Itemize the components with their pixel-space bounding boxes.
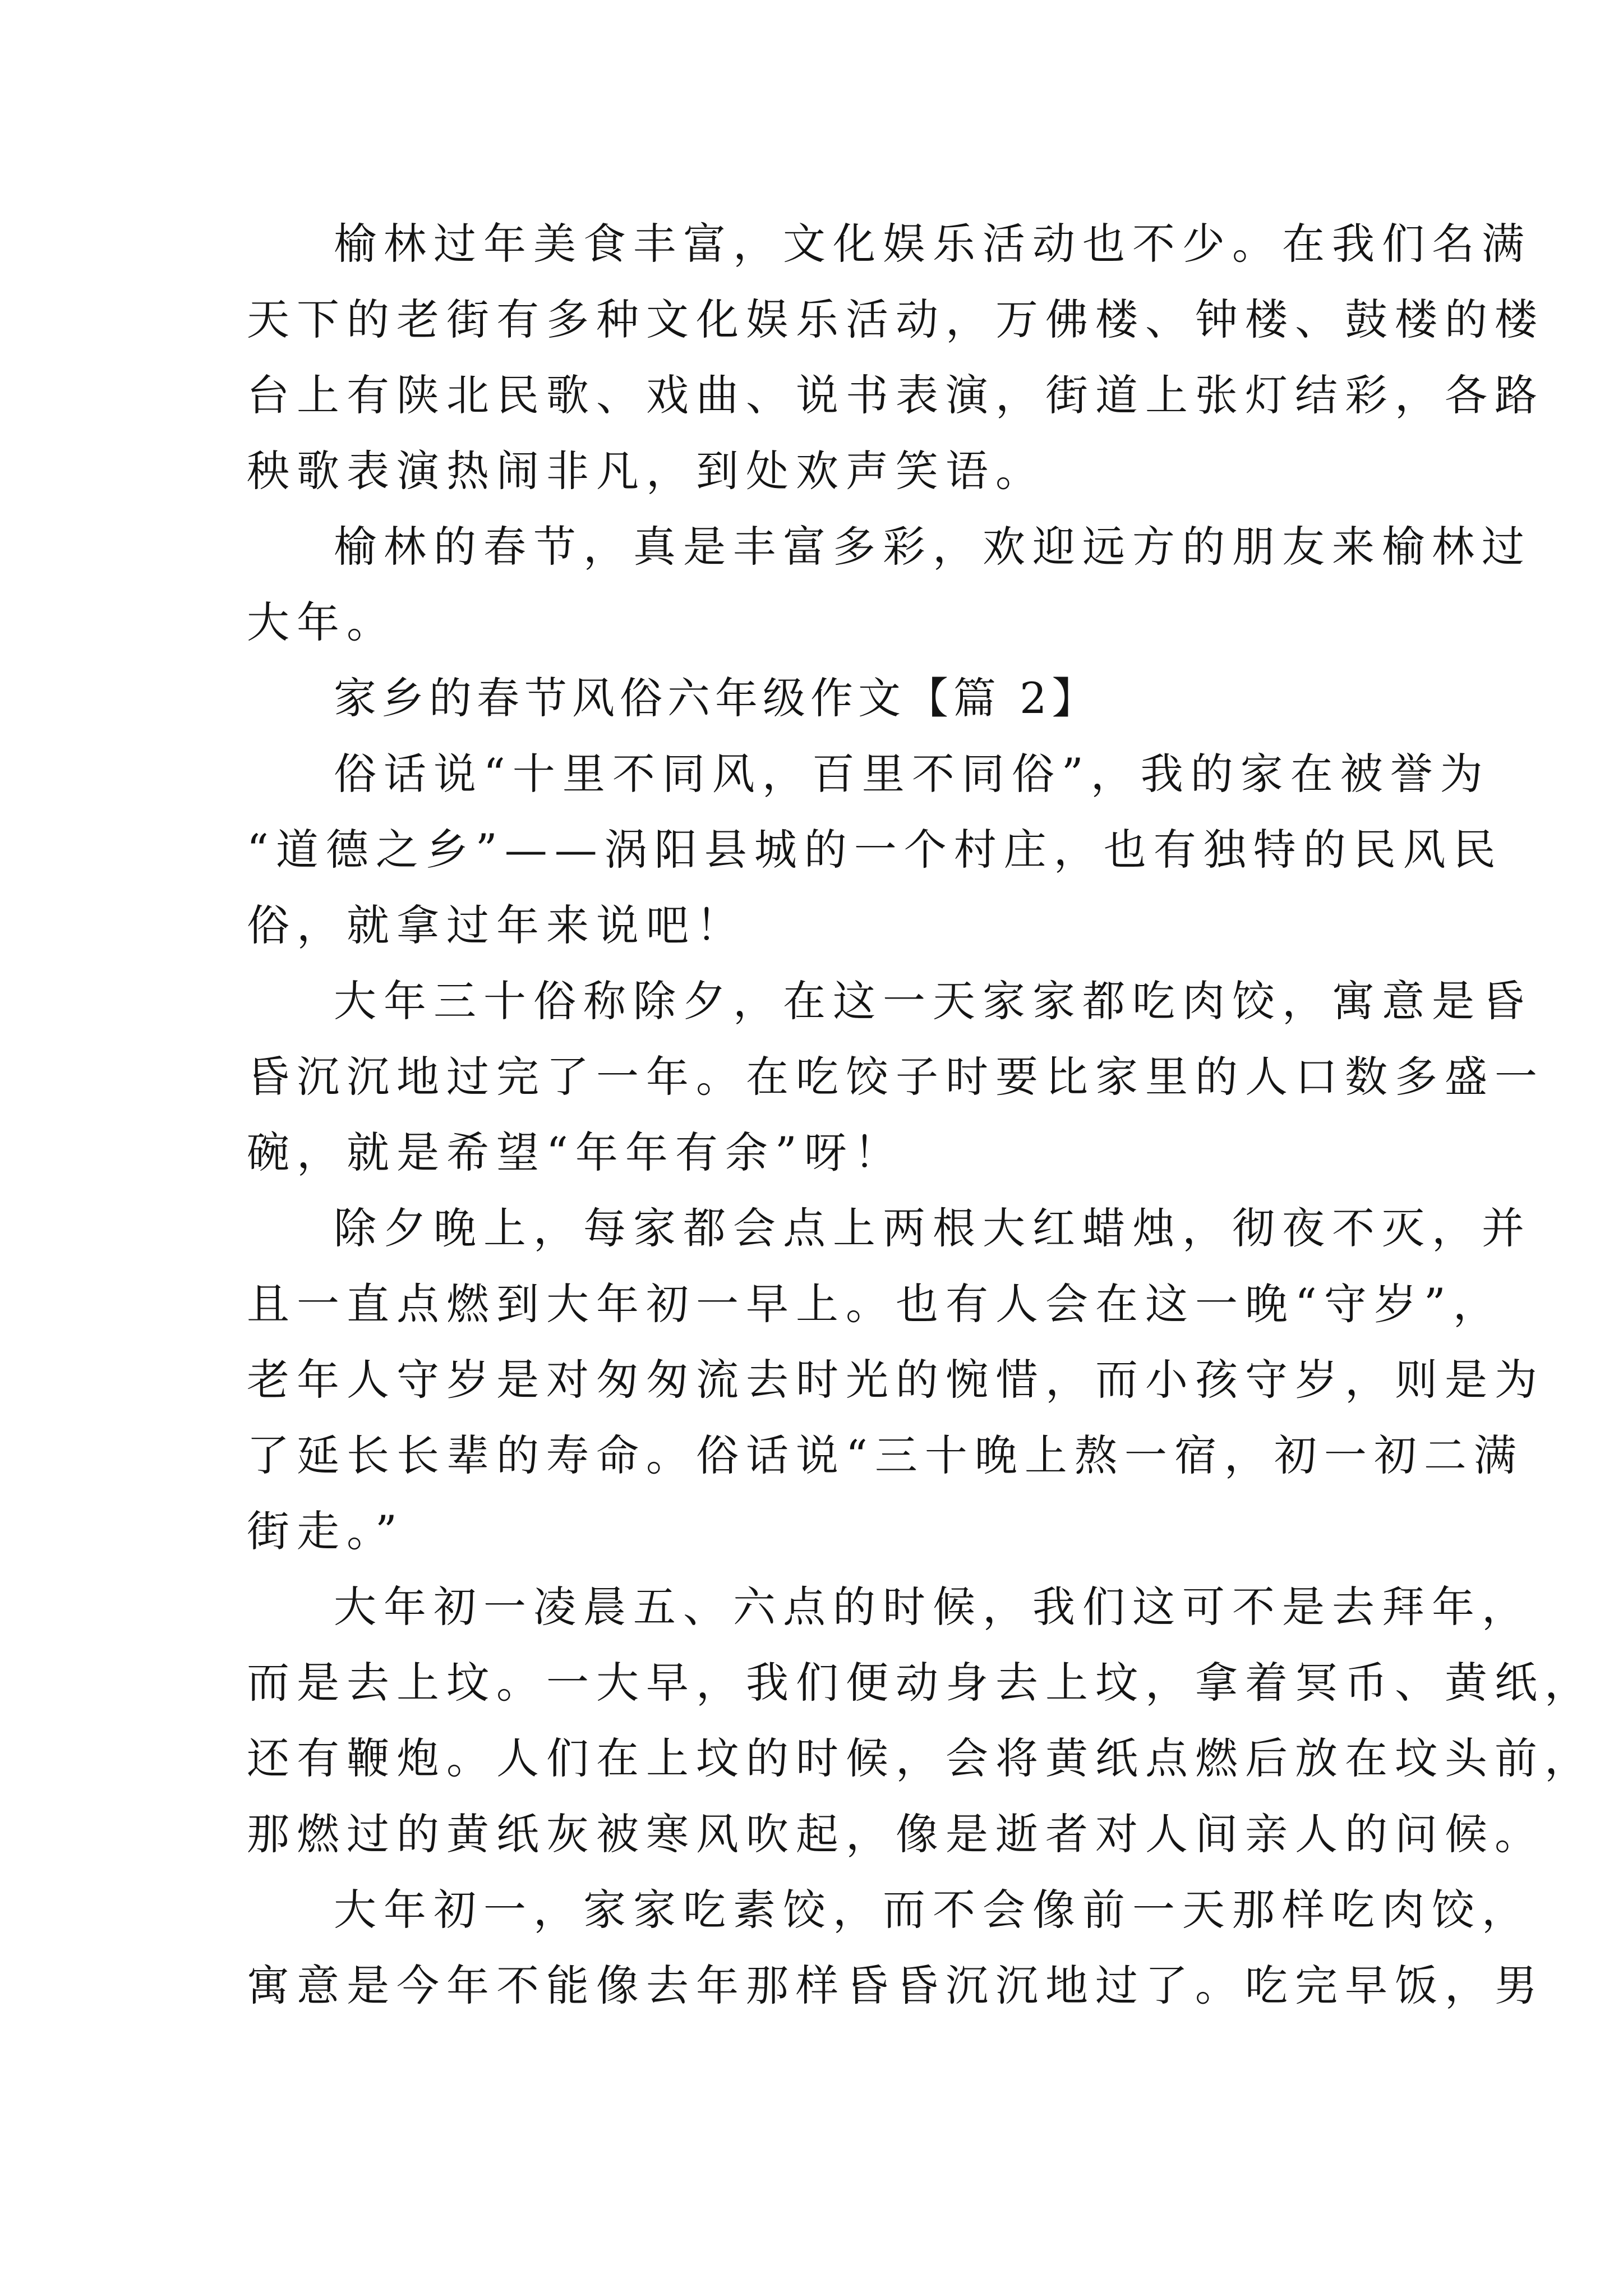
paragraph-5-line-1: 除夕晚上，每家都会点上两根大红蜡烛，彻夜不灭，并 bbox=[334, 1203, 1532, 1253]
paragraph-3-line-1: 俗话说“十里不同风，百里不同俗”，我的家在被誉为 bbox=[334, 749, 1490, 799]
paragraph-5-line-4: 了延长长辈的寿命。俗话说“三十晚上熬一宿，初一初二满 bbox=[247, 1430, 1524, 1480]
section-heading: 家乡的春节风俗六年级作文【篇 2】 bbox=[334, 673, 1100, 723]
paragraph-6-line-4: 那燃过的黄纸灰被寒风吹起，像是逝者对人间亲人的问候。 bbox=[247, 1809, 1544, 1859]
paragraph-6-line-2: 而是去上坟。一大早，我们便动身去上坟，拿着冥币、黄纸， bbox=[247, 1658, 1594, 1708]
paragraph-3-line-3: 俗，就拿过年来说吧！ bbox=[247, 900, 746, 950]
paragraph-5-line-3: 老年人守岁是对匆匆流去时光的惋惜，而小孩守岁，则是为 bbox=[247, 1355, 1544, 1405]
paragraph-1-line-3: 台上有陕北民歌、戏曲、说书表演，街道上张灯结彩，各路 bbox=[247, 370, 1544, 420]
paragraph-5-line-2: 且一直点燃到大年初一早上。也有人会在这一晚“守岁”， bbox=[247, 1279, 1503, 1329]
paragraph-5-line-5: 街走。” bbox=[247, 1506, 404, 1556]
paragraph-1-line-2: 天下的老街有多种文化娱乐活动，万佛楼、钟楼、鼓楼的楼 bbox=[247, 295, 1544, 344]
paragraph-2-line-1: 榆林的春节，真是丰富多彩，欢迎远方的朋友来榆林过 bbox=[334, 522, 1532, 572]
paragraph-6-line-3: 还有鞭炮。人们在上坟的时候，会将黄纸点燃后放在坟头前， bbox=[247, 1733, 1594, 1783]
paragraph-2-line-2: 大年。 bbox=[247, 597, 396, 647]
paragraph-7-line-1: 大年初一，家家吃素饺，而不会像前一天那样吃肉饺， bbox=[334, 1885, 1532, 1935]
paragraph-4-line-1: 大年三十俗称除夕，在这一天家家都吃肉饺，寓意是昏 bbox=[334, 976, 1532, 1026]
paragraph-3-line-2: “道德之乡”——涡阳县城的一个村庄，也有独特的民风民 bbox=[247, 825, 1503, 875]
paragraph-4-line-3: 碗，就是希望“年年有余”呀！ bbox=[247, 1128, 904, 1177]
paragraph-4-line-2: 昏沉沉地过完了一年。在吃饺子时要比家里的人口数多盛一 bbox=[247, 1052, 1544, 1102]
paragraph-1-line-4: 秧歌表演热闹非凡，到处欢声笑语。 bbox=[247, 446, 1045, 496]
paragraph-6-line-1: 大年初一凌晨五、六点的时候，我们这可不是去拜年， bbox=[334, 1582, 1532, 1632]
paragraph-1-line-1: 榆林过年美食丰富，文化娱乐活动也不少。在我们名满 bbox=[334, 219, 1532, 269]
paragraph-7-line-2: 寓意是今年不能像去年那样昏昏沉沉地过了。吃完早饭，男 bbox=[247, 1961, 1544, 2010]
